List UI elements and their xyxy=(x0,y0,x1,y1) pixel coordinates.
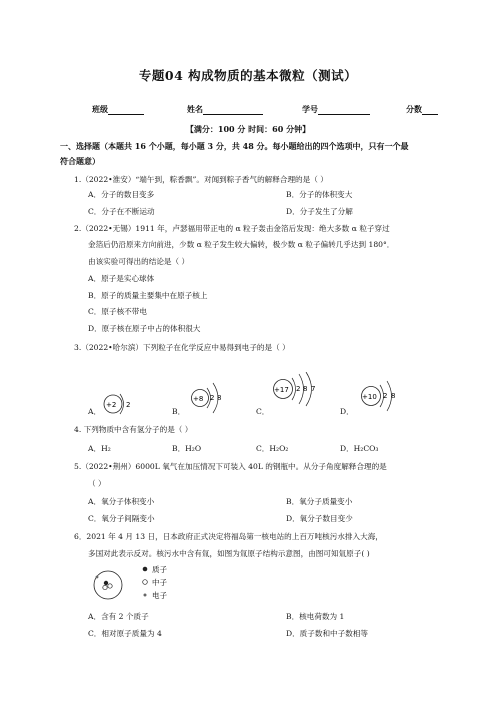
name-field xyxy=(187,104,263,115)
electron-dot xyxy=(96,576,99,579)
legend-neutron-icon xyxy=(143,580,148,585)
q5-stem-line2: （ ） xyxy=(88,479,106,488)
q1-option-b[interactable]: B．分子的体积变大 xyxy=(286,190,353,199)
q3-d-shell-1: 2 xyxy=(383,392,388,400)
q1-option-d[interactable]: D．分子发生了分解 xyxy=(286,207,353,216)
q3-d-shell-2: 8 xyxy=(391,392,396,400)
q2-stem-line2: 金箔后仍沿原来方向前进，少数 α 粒子发生较大偏转，极少数 α 粒子偏转几乎达到 180°． xyxy=(88,240,395,249)
legend-proton: 质子 xyxy=(152,565,167,574)
q6-option-b[interactable]: B．核电荷数为 1 xyxy=(286,612,345,621)
q3-c-shell-3: 7 xyxy=(311,385,316,393)
tritium-atom-diagram xyxy=(92,563,202,605)
q3-option-b[interactable]: B． xyxy=(172,407,186,416)
q3-option-d[interactable]: D． xyxy=(340,407,354,416)
id-field xyxy=(302,104,370,115)
score-time-line: 【满分：100 分 时间：60 分钟】 xyxy=(185,124,311,134)
q4-option-d[interactable]: D．H₂CO₃ xyxy=(340,444,379,453)
score-blank[interactable] xyxy=(422,105,438,115)
q3-diagram-d xyxy=(352,378,414,422)
q4-option-b[interactable]: B．H₂O xyxy=(172,444,202,453)
q3-a-nucleus: +2 xyxy=(106,401,117,409)
q5-option-a[interactable]: A．氧分子体积变小 xyxy=(88,497,155,506)
q5-option-c[interactable]: C．氧分子间隔变小 xyxy=(88,514,155,523)
q3-diagram-c xyxy=(268,372,334,418)
class-blank[interactable] xyxy=(108,105,144,115)
q3-b-shell-2: 8 xyxy=(217,394,222,402)
q2-option-c[interactable]: C．原子核不带电 xyxy=(88,307,147,316)
q3-diagram-b xyxy=(184,378,244,424)
q4-option-a[interactable]: A．H₂ xyxy=(88,444,111,453)
q3-c-shell-2: 8 xyxy=(303,385,308,393)
q3-c-shell-1: 2 xyxy=(296,385,301,393)
class-field xyxy=(92,104,144,115)
q2-option-a[interactable]: A．原子是实心球体 xyxy=(88,274,155,283)
q3-option-c[interactable]: C． xyxy=(256,407,270,416)
q4-option-c[interactable]: C．H₂O₂ xyxy=(256,444,289,453)
q2-stem-line1: 2.（2022•无锡）1911 年，卢瑟福用带正电的 α 粒子轰击金箔后发现：绝大多数 α 粒子穿过 xyxy=(74,224,390,233)
q1-option-a[interactable]: A．分子的数目变多 xyxy=(88,190,155,199)
q3-b-shell-1: 2 xyxy=(210,394,215,402)
q5-option-d[interactable]: D．氧分子数目变少 xyxy=(286,514,353,523)
name-label: 姓名 xyxy=(187,104,203,114)
q5-stem-line1: 5.（2022•荆州）6000L 氧气在加压情况下可装入 40L 的钢瓶中。从分子角度解释合理的是 xyxy=(74,462,387,471)
name-blank[interactable] xyxy=(203,105,263,115)
q6-option-a[interactable]: A．含有 2 个质子 xyxy=(88,612,149,621)
legend-electron: 电子 xyxy=(152,591,167,600)
legend-proton-icon xyxy=(143,567,148,572)
score-label: 分数 xyxy=(406,104,422,114)
q4-stem: 4. 下列物质中含有氢分子的是（ ） xyxy=(74,425,193,434)
q3-d-nucleus: +10 xyxy=(362,393,377,401)
neutron-dot xyxy=(108,584,112,588)
class-label: 班级 xyxy=(92,104,108,114)
q3-a-shell-1: 2 xyxy=(126,401,131,409)
page-title: 专题04 构成物质的基本微粒（测试） xyxy=(138,68,358,83)
legend-electron-icon xyxy=(144,594,147,597)
q3-option-a[interactable]: A． xyxy=(88,407,102,416)
q3-diagram-a xyxy=(100,384,146,424)
q6-stem-line2: 多国对此表示反对。核污水中含有氚，如图为氚原子结构示意图，由图可知氚原子( ) xyxy=(88,549,370,558)
q2-stem-line3: 由该实验可得出的结论是（ ） xyxy=(88,257,190,266)
section-heading-cont: 符合题意） xyxy=(60,156,100,166)
legend-neutron: 中子 xyxy=(152,578,167,587)
score-field xyxy=(406,104,438,115)
q3-b-nucleus: +8 xyxy=(193,395,204,403)
q6-option-c[interactable]: C．相对原子质量为 4 xyxy=(88,629,162,638)
q1-stem: 1.（2022•淮安）“端午到，粽香飘”。对闻到粽子香气的解释合理的是（ ） xyxy=(74,175,328,184)
id-blank[interactable] xyxy=(318,105,370,115)
q6-option-d[interactable]: D．质子数和中子数相等 xyxy=(286,629,369,638)
q2-option-b[interactable]: B．原子的质量主要集中在原子核上 xyxy=(88,291,208,300)
q1-option-c[interactable]: C．分子在不断运动 xyxy=(88,207,155,216)
q2-option-d[interactable]: D．原子核在原子中占的体积很大 xyxy=(88,324,201,333)
neutron-dot xyxy=(103,585,107,589)
q5-option-b[interactable]: B．氧分子质量变小 xyxy=(286,497,353,506)
q3-c-nucleus: +17 xyxy=(274,386,289,394)
q6-stem-line1: 6．2021 年 4 月 13 日，日本政府正式决定将福岛第一核电站的上百万吨核污水排入大海， xyxy=(74,532,383,541)
q3-stem: 3.（2022•哈尔滨）下列粒子在化学反应中易得到电子的是（ ） xyxy=(74,343,290,352)
section-heading: 一、选择题（本题共 16 个小题，每小题 3 分，共 48 分。每小题给出的四个选项中，只有一个最 xyxy=(60,141,409,151)
id-label: 学号 xyxy=(302,104,318,114)
proton-dot xyxy=(104,581,108,585)
